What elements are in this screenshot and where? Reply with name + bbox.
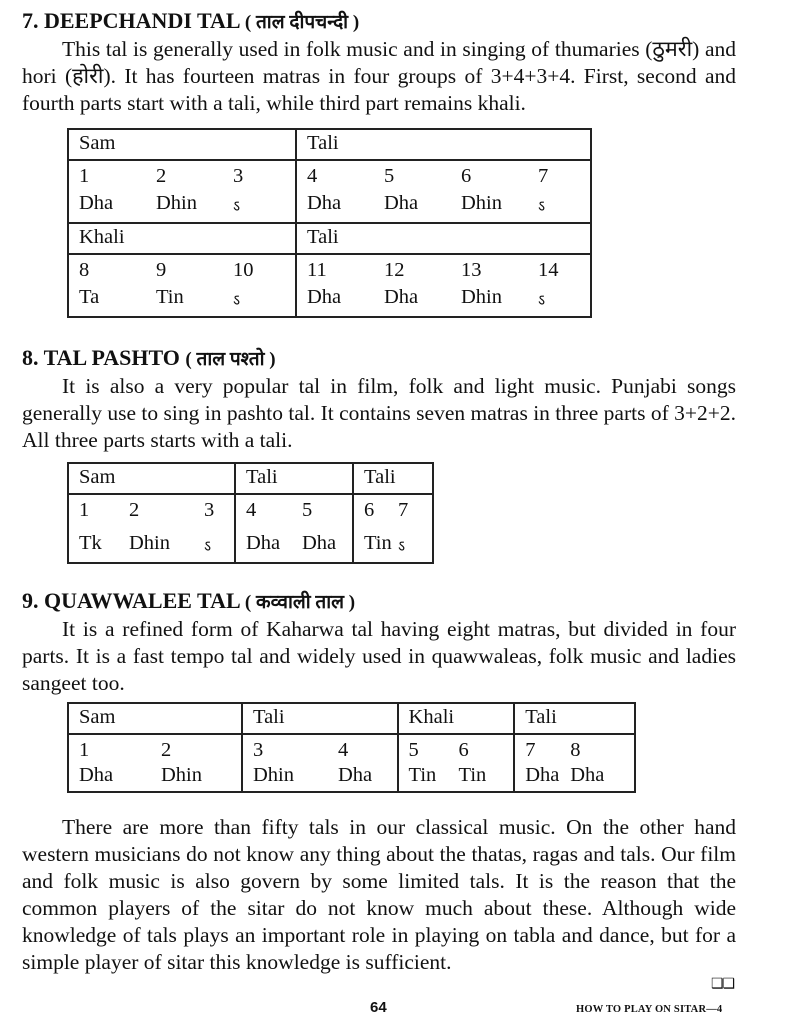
matra-group-cell [68,254,296,317]
matra-number: 6 [364,499,375,521]
section-paragraph-quawwalee [22,616,736,697]
bol: Dha [384,286,419,308]
book-title-footer: HOW TO PLAY ON SITAR—4 [576,1004,723,1015]
group-label-cell [353,463,433,494]
bol: Dha [302,532,337,554]
matra-number: 1 [79,499,90,521]
matra-number: 3 [252,739,264,761]
bol: Dha [337,764,373,786]
bol: ऽ [233,293,241,309]
matra-row [68,254,591,317]
matra-number: 2 [156,165,167,187]
matra-number: 5 [408,739,419,761]
matra-row [68,160,591,223]
bol: Ta [79,286,100,308]
paragraph-text: There are more than fifty tals in our classical music. On the other hand western musicians do not know any thing about the thatas, ragas and tals. Our film and folk music is also govern by some limited tals. It is the reason that the common players of the sitar do not know much about these. Although wide knowledge of tals plays an important role in playing on tabla and dance, but for a simple player of sitar this knowledge is sufficient. [22,815,736,974]
matra-group-cell [68,494,235,563]
group-label: Sam [79,706,116,728]
bol: Dhin [161,764,202,786]
group-label-cell [514,703,635,734]
matra-number: 8 [570,739,581,761]
bol: ऽ [204,539,212,555]
matra-group-cell [68,734,242,792]
group-label-cell [398,703,515,734]
beat-label-row [68,463,433,494]
matra-number: 10 [233,259,254,281]
group-label: Tali [307,132,339,154]
group-label: Sam [79,466,116,488]
paragraph-text: It is a refined form of Kaharwa tal having eight matras, but divided in four parts. It is a fast tempo tal and widely used in quawwaleas, folk music and ladies sangeet too. [22,617,736,695]
pashto-table [67,462,434,564]
bol: Dha [570,764,605,786]
matra-number: 12 [384,259,405,281]
bol: ऽ [538,199,546,215]
matra-number: 7 [398,499,409,521]
bol: Dha [246,532,281,554]
matra-group-cell [353,494,433,563]
end-mark-icon: ❑❑ [711,977,735,992]
group-label-cell [68,463,235,494]
bol: Tin [408,764,437,786]
deepchandi-table [67,128,592,318]
section-paragraph-deepchandi [22,36,736,117]
matra-group-cell [398,734,515,792]
section-heading-quawwalee [22,588,355,614]
section-heading-pashto [22,345,276,371]
bol: Dha [79,192,114,214]
matra-number: 7 [525,739,536,761]
bol: ऽ [233,199,241,215]
beat-label-row [68,703,635,734]
matra-number: 6 [461,165,472,187]
group-label-cell [68,223,296,254]
beat-label-row [68,129,591,160]
matra-number: 1 [79,739,90,761]
group-label-cell [68,703,242,734]
matra-group-cell [296,160,591,223]
group-label-cell [235,463,353,494]
bol: Tk [79,532,102,554]
heading-text: 7. DEEPCHANDI TAL [22,8,240,33]
matra-group-cell [296,254,591,317]
bol: Dha [307,286,342,308]
heading-devanagari: ( ताल दीपचन्दी ) [244,12,360,33]
matra-number: 8 [79,259,90,281]
matra-number: 4 [337,739,349,761]
heading-text: 9. QUAWWALEE TAL [22,588,240,613]
heading-devanagari: ( कव्वाली ताल ) [244,592,356,613]
bol: Dhin [461,286,502,308]
bol: ऽ [538,293,546,309]
matra-group-cell [235,494,353,563]
matra-number: 5 [302,499,313,521]
beat-label-row [68,223,591,254]
matra-number: 1 [79,165,90,187]
matra-number: 11 [307,259,327,281]
matra-number: 13 [461,259,482,281]
matra-group-cell [242,734,398,792]
group-label-cell [296,129,591,160]
bol: Tin [156,286,184,308]
bol: Dha [79,764,114,786]
heading-devanagari: ( ताल पश्तो ) [185,349,276,370]
bol: Tin [458,764,487,786]
bol: Dha [525,764,560,786]
heading-text: 8. TAL PASHTO [22,345,180,370]
group-label: Sam [79,132,116,154]
matra-group-cell [68,160,296,223]
group-label: Khali [79,226,125,248]
quawwalee-table [67,702,636,793]
bol: Dha [307,192,342,214]
matra-number: 5 [384,165,395,187]
matra-row [68,494,433,563]
matra-number: 6 [458,739,469,761]
bol: Dhin [156,192,197,214]
matra-number: 2 [129,499,140,521]
bol: Tin [364,532,392,554]
matra-row [68,734,635,792]
group-label: Khali [408,706,455,728]
bol: Dhin [129,532,170,554]
paragraph-text: This tal is generally used in folk music and in singing of thumaries (ठुमरी) and hori (होरी). It has fourteen matras in four groups of 3+4+3+4. First, second and fourth parts start with a tali, while third part remains khali. [22,37,736,115]
closing-paragraph [22,814,736,976]
bol: Dhin [461,192,502,214]
group-label-cell [242,703,398,734]
matra-number: 9 [156,259,167,281]
section-heading-deepchandi [22,8,359,34]
group-label: Tali [525,706,557,728]
page-number: 64 [370,999,387,1016]
bol: Dha [384,192,419,214]
group-label-cell [296,223,591,254]
matra-number: 7 [538,165,549,187]
matra-group-cell [514,734,635,792]
matra-number: 4 [246,499,257,521]
bol: ऽ [398,539,406,555]
group-label-cell [68,129,296,160]
group-label: Tali [246,466,278,488]
bol: Dhin [252,764,294,786]
matra-number: 3 [233,165,244,187]
group-label: Tali [364,466,396,488]
group-label: Tali [252,706,285,728]
matra-number: 3 [204,499,215,521]
section-paragraph-pashto [22,373,736,454]
matra-number: 2 [161,739,172,761]
matra-number: 14 [538,259,559,281]
group-label: Tali [307,226,339,248]
matra-number: 4 [307,165,318,187]
paragraph-text: It is also a very popular tal in film, folk and light music. Punjabi songs generally use to sing in pashto tal. It contains seven matras in three parts of 3+2+2. All three parts starts with a tali. [22,374,736,452]
